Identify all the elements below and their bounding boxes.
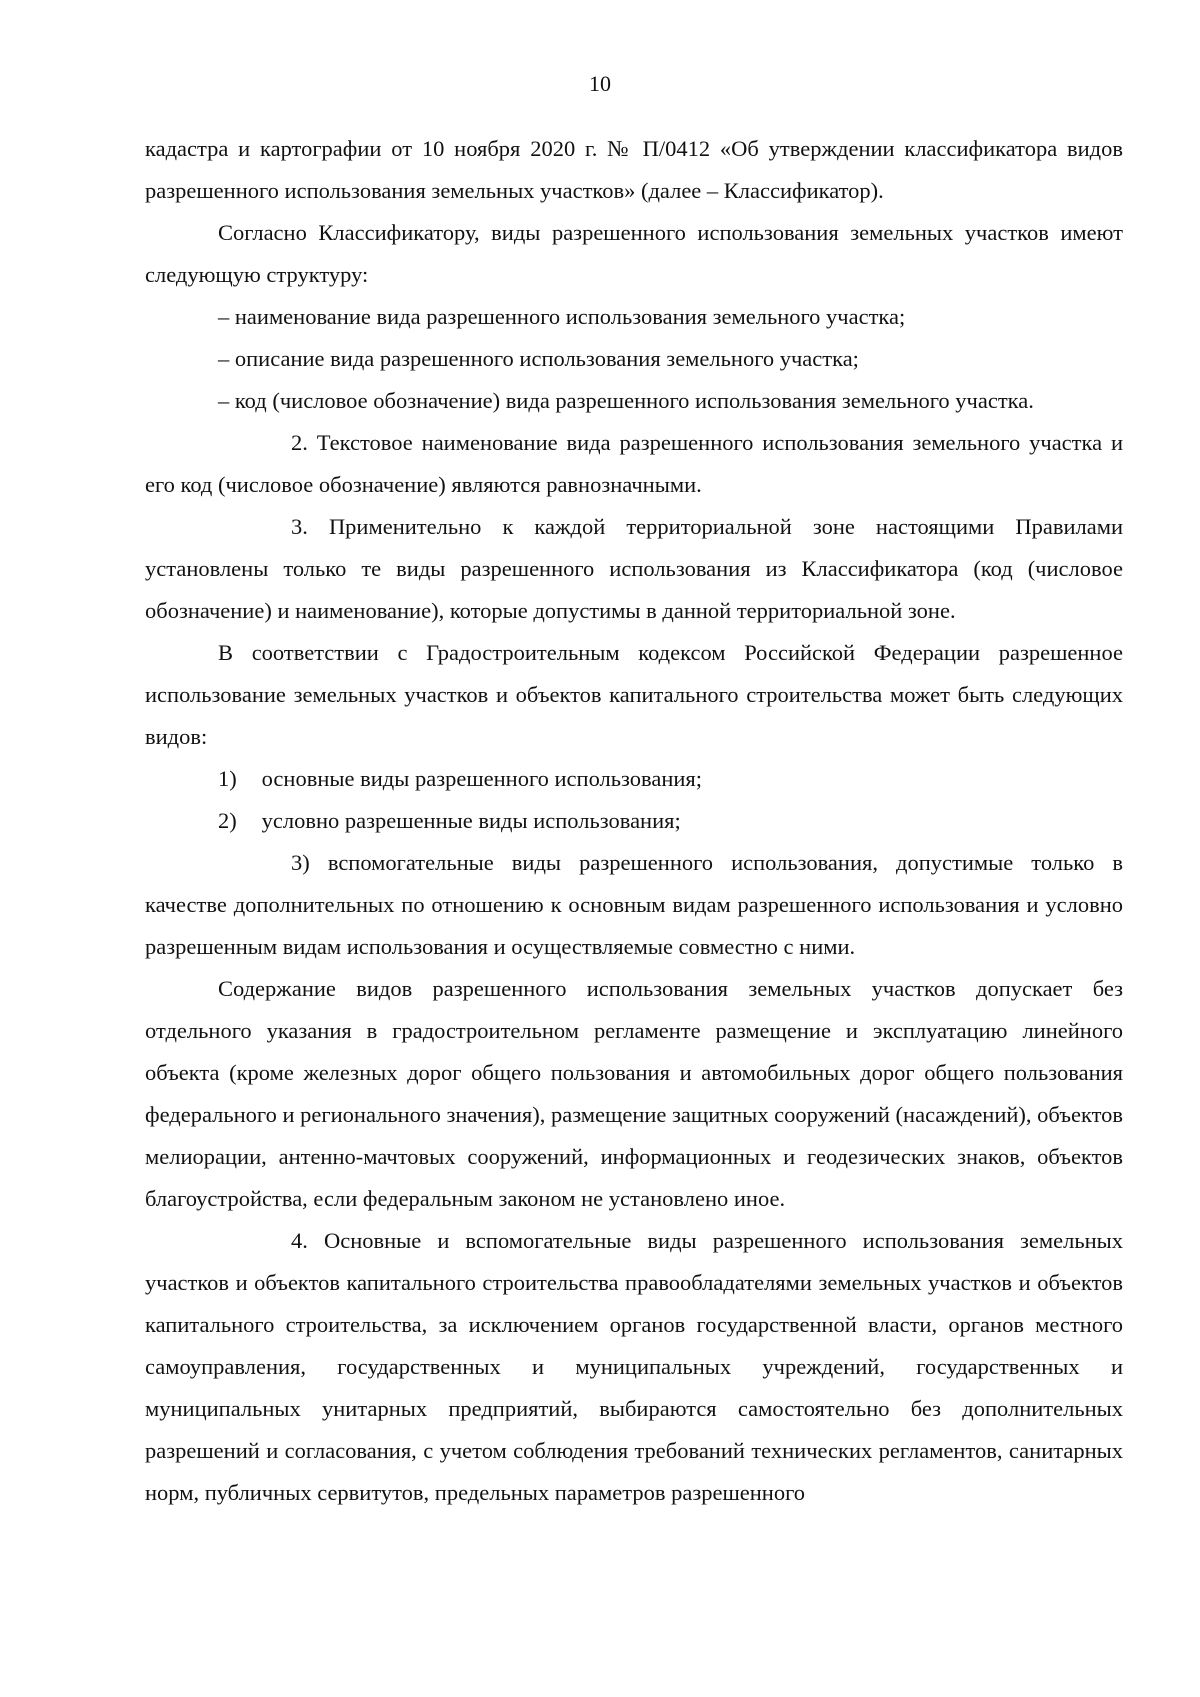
clause-2-text: Текстовое наименование вида разрешенного использования земельного участка и его код (числовое обозначение) являются равнозначными. [145, 430, 1123, 497]
clause-4 [145, 1220, 1123, 1514]
list-item-1 [145, 758, 1123, 800]
clause-3 [145, 506, 1123, 632]
clause-2 [145, 422, 1123, 506]
clause-4-number: 4. [291, 1228, 308, 1253]
paragraph-linear-objects: Содержание видов разрешенного использования земельных участков допускает без отдельного указания в градостроительном регламенте размещение и эксплуатацию линейного объекта (кроме железных дорог общего пользования и автомобильных дорог общего пользования федерального и регионального значения), размещение защитных сооружений (насаждений), объектов мелиорации, антенно-мачтовых сооружений, информационных и геодезических знаков, объектов благоустройства, если федеральным законом не установлено иное. [145, 976, 1123, 1211]
list-item-2 [145, 800, 1123, 842]
list-item-2-number: 2) [218, 808, 237, 833]
page-number: 10 [589, 71, 611, 96]
list-item-1-text: основные виды разрешенного использования; [261, 766, 703, 791]
paragraph-structure-intro: Согласно Классификатору, виды разрешенного использования земельных участков имеют следующую структуру: [145, 220, 1123, 287]
list-item-code: – код (числовое обозначение) вида разрешенного использования земельного участка. [218, 388, 1034, 413]
list-item-name: – наименование вида разрешенного использования земельного участка; [218, 304, 906, 329]
clause-3-text: Применительно к каждой территориальной зоне настоящими Правилами установлены только те виды разрешенного использования из Классификатора (код (числовое обозначение) и наименование), которые допустимы в данной территориальной зоне. [145, 514, 1123, 623]
list-item-description: – описание вида разрешенного использования земельного участка; [218, 346, 859, 371]
clause-2-number: 2. [291, 430, 308, 455]
list-item-3-text: вспомогательные виды разрешенного использования, допустимые только в качестве дополнительных по отношению к основным видам разрешенного использования и условно разрешенным видам использования и осуществляемые совместно с ними. [145, 850, 1124, 959]
list-item-3 [145, 842, 1123, 968]
paragraph-use-types-intro: В соответствии с Градостроительным кодексом Российской Федерации разрешенное использование земельных участков и объектов капитального строительства может быть следующих видов: [145, 640, 1123, 749]
paragraph-classifier-reference: кадастра и картографии от 10 ноября 2020 г. № П/0412 «Об утверждении классификатора видов разрешенного использования земельных участков» (далее – Классификатор). [145, 136, 1123, 203]
list-item-2-text: условно разрешенные виды использования; [261, 808, 681, 833]
list-item-1-number: 1) [218, 766, 237, 791]
document-body [145, 128, 1123, 1514]
list-item-3-number: 3) [291, 850, 310, 875]
clause-3-number: 3. [291, 514, 308, 539]
clause-4-text: Основные и вспомогательные виды разрешенного использования земельных участков и объектов капитального строительства правообладателями земельных участков и объектов капитального строительства, за исключением органов государственной власти, органов местного самоуправления, государственных и муниципальных учреждений, государственных и муниципальных унитарных предприятий, выбираются самостоятельно без дополнительных разрешений и согласования, с учетом соблюдения требований технических регламентов, санитарных норм, публичных сервитутов, предельных параметров разрешенного [145, 1228, 1124, 1505]
